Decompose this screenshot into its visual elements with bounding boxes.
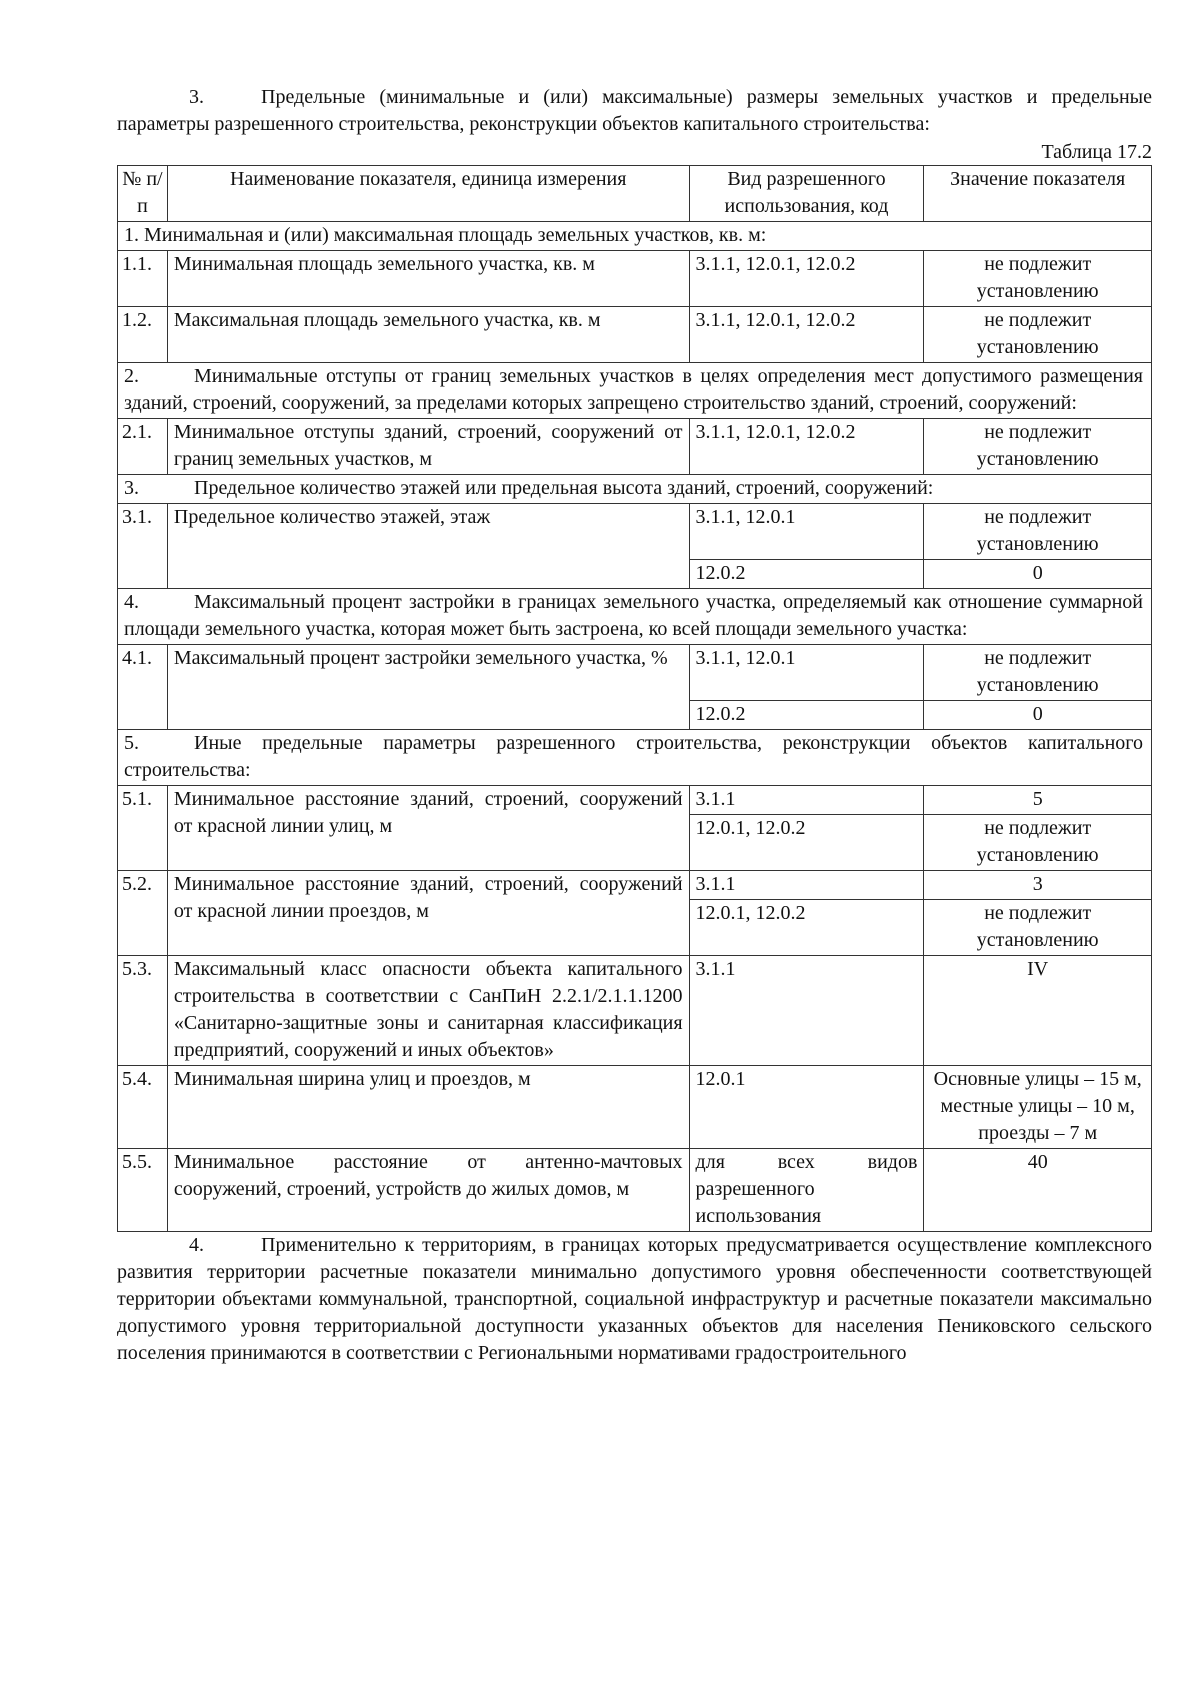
section-row-3 <box>118 475 1152 504</box>
table-row <box>118 251 1152 307</box>
row-value: 0 <box>924 701 1152 730</box>
row-num: 5.2. <box>118 871 168 956</box>
table-row <box>118 419 1152 475</box>
section-4-number: 4. <box>124 591 139 613</box>
header-value: Значение показателя <box>924 166 1152 222</box>
row-code: 3.1.1 <box>689 956 924 1066</box>
row-value: Основные улицы – 15 м, местные улицы – 10 м, проезды – 7 м <box>924 1066 1152 1149</box>
row-name: Максимальная площадь земельного участка, кв. м <box>167 307 689 363</box>
table-caption: Таблица 17.2 <box>1041 141 1152 163</box>
row-code: 3.1.1, 12.0.1, 12.0.2 <box>689 251 924 307</box>
section-5-text: Иные предельные параметры разрешенного строительства, реконструкции объектов капитального строительства: <box>124 732 1143 781</box>
row-code: 12.0.1, 12.0.2 <box>689 815 924 871</box>
row-code: 12.0.1 <box>689 1066 924 1149</box>
row-code: 3.1.1, 12.0.1 <box>689 504 924 560</box>
header-num: № п/п <box>118 166 168 222</box>
row-num: 5.5. <box>118 1149 168 1232</box>
table-row <box>118 871 1152 900</box>
row-name: Минимальная площадь земельного участка, кв. м <box>167 251 689 307</box>
row-name: Максимальный класс опасности объекта капитального строительства в соответствии с СанПиН 2.2.1/2.1.1.1200 «Санитарно-защитные зоны и санитарная классификация предприятий, сооружений и иных объектов» <box>167 956 689 1066</box>
row-num: 1.1. <box>118 251 168 307</box>
document-page <box>117 84 1152 1367</box>
table-header-row <box>118 166 1152 222</box>
row-name: Минимальное расстояние от антенно-мачтовых сооружений, строений, устройств до жилых домов, м <box>167 1149 689 1232</box>
section-4-cell <box>118 589 1152 645</box>
section-row-2 <box>118 363 1152 419</box>
header-code: Вид разрешенного использования, код <box>689 166 924 222</box>
table-row <box>118 1066 1152 1149</box>
row-value: IV <box>924 956 1152 1066</box>
parameters-table <box>117 165 1152 1232</box>
section-1-text: 1. Минимальная и (или) максимальная площадь земельных участков, кв. м: <box>118 222 1152 251</box>
row-value: не подлежит установлению <box>924 419 1152 475</box>
row-code: для всех видов разрешенного использования <box>689 1149 924 1232</box>
row-value: 5 <box>924 786 1152 815</box>
row-code: 3.1.1, 12.0.1 <box>689 645 924 701</box>
row-value: не подлежит установлению <box>924 815 1152 871</box>
row-name: Минимальное отступы зданий, строений, сооружений от границ земельных участков, м <box>167 419 689 475</box>
row-code: 3.1.1 <box>689 786 924 815</box>
intro-paragraph <box>117 84 1152 138</box>
section-3-text: Предельное количество этажей или предельная высота зданий, строений, сооружений: <box>194 477 934 499</box>
row-value: не подлежит установлению <box>924 504 1152 560</box>
closing-number: 4. <box>189 1234 204 1256</box>
section-5-number: 5. <box>124 732 139 754</box>
row-name: Минимальное расстояние зданий, строений, сооружений от красной линии проездов, м <box>167 871 689 956</box>
section-row-1 <box>118 222 1152 251</box>
section-2-text: Минимальные отступы от границ земельных участков в целях определения мест допустимого размещения зданий, строений, сооружений, за пределами которых запрещено строительство зданий, строений, сооружений: <box>124 365 1143 414</box>
intro-text: Предельные (минимальные и (или) максимальные) размеры земельных участков и предельные параметры разрешенного строительства, реконструкции объектов капитального строительства: <box>117 86 1152 135</box>
row-value: 40 <box>924 1149 1152 1232</box>
row-name: Предельное количество этажей, этаж <box>167 504 689 589</box>
closing-paragraph <box>117 1232 1152 1367</box>
closing-text: Применительно к территориям, в границах которых предусматривается осуществление комплексного развития территории расчетные показатели минимально допустимого уровня обеспеченности соответствующей территории объектами коммунальной, транспортной, социальной инфраструктур и расчетные показатели максимально допустимого уровня территориальной доступности указанных объектов для населения Пениковского сельского поселения принимаются в соответствии с Региональными нормативами градостроительного <box>117 1234 1152 1364</box>
row-num: 5.4. <box>118 1066 168 1149</box>
row-num: 3.1. <box>118 504 168 589</box>
intro-number: 3. <box>189 86 204 108</box>
row-value: не подлежит установлению <box>924 645 1152 701</box>
row-code: 12.0.1, 12.0.2 <box>689 900 924 956</box>
row-value: не подлежит установлению <box>924 900 1152 956</box>
row-code: 3.1.1, 12.0.1, 12.0.2 <box>689 419 924 475</box>
section-5-cell <box>118 730 1152 786</box>
table-row <box>118 645 1152 701</box>
row-value: не подлежит установлению <box>924 307 1152 363</box>
section-row-4 <box>118 589 1152 645</box>
row-name: Минимальная ширина улиц и проездов, м <box>167 1066 689 1149</box>
table-row <box>118 307 1152 363</box>
row-code: 3.1.1 <box>689 871 924 900</box>
row-code: 3.1.1, 12.0.1, 12.0.2 <box>689 307 924 363</box>
row-value: 3 <box>924 871 1152 900</box>
section-2-cell <box>118 363 1152 419</box>
row-name: Максимальный процент застройки земельного участка, % <box>167 645 689 730</box>
row-num: 1.2. <box>118 307 168 363</box>
section-2-number: 2. <box>124 365 139 387</box>
row-num: 4.1. <box>118 645 168 730</box>
header-name: Наименование показателя, единица измерения <box>167 166 689 222</box>
table-row <box>118 786 1152 815</box>
section-row-5 <box>118 730 1152 786</box>
section-3-cell <box>118 475 1152 504</box>
row-num: 5.3. <box>118 956 168 1066</box>
table-row <box>118 1149 1152 1232</box>
row-code: 12.0.2 <box>689 701 924 730</box>
row-num: 2.1. <box>118 419 168 475</box>
section-3-number: 3. <box>124 477 139 499</box>
row-value: 0 <box>924 560 1152 589</box>
row-num: 5.1. <box>118 786 168 871</box>
section-4-text: Максимальный процент застройки в границах земельного участка, определяемый как отношение суммарной площади земельного участка, которая может быть застроена, ко всей площади земельного участка: <box>124 591 1143 640</box>
row-value: не подлежит установлению <box>924 251 1152 307</box>
table-row <box>118 504 1152 560</box>
row-code: 12.0.2 <box>689 560 924 589</box>
table-row <box>118 956 1152 1066</box>
row-name: Минимальное расстояние зданий, строений, сооружений от красной линии улиц, м <box>167 786 689 871</box>
